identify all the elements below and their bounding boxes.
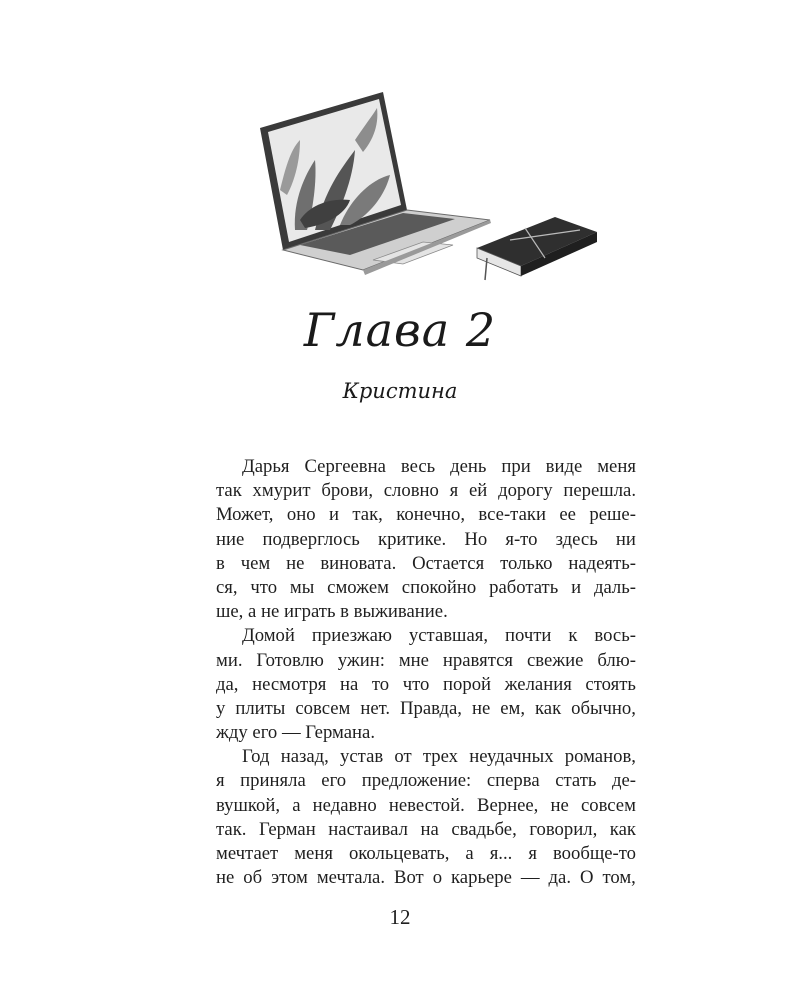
word: Сергеевна [304,456,386,477]
word: ей [469,480,488,502]
word: Правда, [400,697,462,719]
text-line [216,769,636,793]
word: назад, [280,746,329,768]
word: не [216,867,235,889]
word: подверглось [262,528,360,550]
word: Вот [394,867,424,889]
word: то [371,673,390,695]
word: мы [289,576,315,598]
paragraph [216,455,636,624]
laptop-notebook-illustration [255,80,605,290]
word: виде [545,456,583,477]
page-number: 12 [389,905,411,929]
word: Готовлю [256,649,324,671]
word: перешла. [563,480,636,502]
word: уставшая, [408,625,489,647]
word: так. [216,818,247,840]
word: ужин: [337,649,385,671]
word: ся, [216,576,238,598]
word: брови, [321,480,374,502]
text-line [216,745,636,769]
word: Но [464,528,488,550]
chapter-title: Глава 2 [303,303,497,357]
word: при [501,456,531,477]
text-line [216,528,636,552]
word: — [520,867,540,889]
word: порой [443,673,492,695]
word: чем [240,552,271,574]
word: Может, [216,504,274,526]
word: плиты [235,697,286,719]
body-text [216,455,636,890]
word: даль- [593,576,636,598]
word: меня [294,843,333,864]
word: как [534,697,562,719]
word: а [292,794,301,816]
word: да, [216,673,239,695]
word: о [432,867,443,889]
word: трех [422,746,459,768]
word: не [550,794,569,816]
word: совсем [580,794,636,816]
chapter-subtitle: Кристина [342,379,458,403]
text-line [216,624,636,648]
word: желания [504,673,572,695]
word: виновата. [320,552,397,574]
word: окольцевать, [348,843,450,864]
word: дорогу [498,480,553,502]
word: не [471,697,491,719]
word: его [321,770,347,792]
word: что [402,673,430,695]
word: том, [602,867,636,889]
word: словно [383,480,439,502]
word: де- [611,770,636,792]
word: говорил, [529,818,598,840]
text-line [216,552,636,576]
word: в [216,552,225,574]
word: блю- [597,649,636,671]
word: приняла [240,770,306,792]
word: надеять- [568,552,636,574]
word: Герман [259,818,316,840]
notebook-icon [477,217,597,280]
word: Вернее, [476,794,539,816]
word: свежие [526,649,584,671]
word: об [243,867,263,889]
text-line [216,673,636,697]
word: Остается [412,552,485,574]
word: мне [398,649,429,671]
word: Дарья [242,456,290,477]
word: работать [489,576,559,598]
word: оно [286,504,316,526]
word: сможем [327,576,389,598]
word: свадьбе, [451,818,517,840]
word: стать [555,770,597,792]
word: устав [340,746,384,768]
word: вообще-то [552,843,636,864]
word: недавно [312,794,377,816]
word: романов, [564,746,636,768]
word: и [571,576,582,598]
text-line [216,649,636,673]
word: обычно, [571,697,636,719]
word: О [579,867,594,889]
word: невестой. [388,794,465,816]
word: несмотря [252,673,327,695]
word: вось- [594,625,636,647]
word: конечно, [396,504,465,526]
word: Год [242,746,270,768]
word: ние [216,528,245,550]
word: спокойно [401,576,477,598]
word: а [465,843,474,864]
word: стоять [585,673,636,695]
paragraph [216,624,636,745]
word: я [449,480,459,502]
word: на [420,818,439,840]
word: так [216,480,242,502]
word: и [328,504,339,526]
word: настаивал [328,818,408,840]
word: предложение: [361,770,472,792]
text-line [216,576,636,600]
text-line [216,818,636,842]
word: ем, [500,697,526,719]
word: мечтает [216,843,279,864]
word: да. [548,867,572,889]
word: к [568,625,578,647]
word: ми. [216,649,243,671]
word: нравятся [442,649,514,671]
word: я [528,843,537,864]
text-line [216,697,636,721]
word: все-таки [478,504,546,526]
laptop-icon [260,92,491,275]
text-line [216,479,636,503]
word: неудачных [469,746,554,768]
word: день [450,456,487,477]
word: от [394,746,412,768]
word: ни [615,528,636,550]
text-line [216,503,636,527]
word: карьере [451,867,512,889]
word: сперва [486,770,540,792]
word: меня [597,456,636,477]
word: этом [271,867,308,889]
text-line [216,794,636,818]
word: почти [504,625,552,647]
text-line: жду его — Германа. [216,722,375,744]
word: здесь [555,528,598,550]
word: на [339,673,359,695]
word: не [286,552,305,574]
word: у [216,697,226,719]
word: совсем [295,697,351,719]
word: мечтала. [316,867,386,889]
word: Домой [242,625,295,647]
word: я... [489,843,513,864]
text-line [216,842,636,866]
text-line [216,866,636,890]
word: вушкой, [216,794,281,816]
word: что [250,576,278,598]
word: так, [352,504,383,526]
word: приезжаю [311,625,392,647]
paragraph [216,745,636,890]
text-line: ше, а не играть в выживание. [216,601,448,623]
word: я-то [505,528,538,550]
word: нет. [360,697,391,719]
word: критике. [377,528,447,550]
word: реше- [589,504,636,526]
word: весь [400,456,436,477]
word: я [216,770,225,792]
word: ее [559,504,576,526]
word: хмурит [252,480,311,502]
word: как [609,818,636,840]
text-line [216,455,636,479]
word: только [500,552,553,574]
